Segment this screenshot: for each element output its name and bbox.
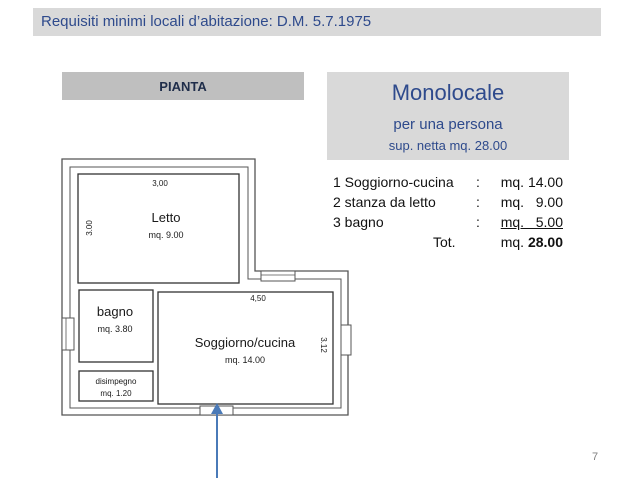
area-row-colon: : (476, 194, 480, 210)
window-right (341, 325, 351, 355)
summary-surface: sup. netta mq. 28.00 (388, 138, 508, 153)
soggiorno-width-dim: 4,50 (250, 294, 266, 303)
page-number: 7 (592, 451, 599, 463)
bagno-name: bagno (96, 304, 134, 319)
area-row-value: mq. 14.00 (500, 174, 563, 190)
area-row-colon: : (476, 214, 480, 230)
soggiorno-height-dim: 3.12 (319, 337, 328, 353)
total-label: Tot. (433, 234, 456, 250)
letto-height-dim: 3.00 (85, 220, 94, 236)
window-bagno (62, 318, 74, 350)
total-value: 28.00 (527, 234, 563, 250)
total-value-wrap (488, 232, 563, 252)
area-row-value: mq. 5.00 (500, 214, 563, 230)
soggiorno-area: mq. 14.00 (224, 355, 266, 365)
slide-title: Requisiti minimi locali d’abitazione: D.M. 5.7.1975 (41, 13, 372, 30)
area-row-value: mq. 9.00 (500, 194, 563, 210)
total-prefix: mq. (500, 234, 528, 250)
area-row-name: 3 bagno (333, 214, 384, 230)
disimpegno-name: disimpegno (95, 377, 137, 386)
soggiorno-name: Soggiorno/cucina (194, 335, 296, 350)
area-row-name: 1 Soggiorno-cucina (333, 174, 454, 190)
letto-name: Letto (151, 210, 181, 225)
area-row-colon: : (476, 174, 480, 190)
disimpegno-area: mq. 1.20 (100, 389, 132, 398)
plan-label: PIANTA (159, 79, 207, 94)
room-letto (78, 174, 239, 283)
bagno-area: mq. 3.80 (97, 324, 133, 334)
letto-area: mq. 9.00 (148, 230, 184, 240)
window-step (261, 271, 295, 281)
summary-subtitle: per una persona (393, 116, 503, 133)
area-row-name: 2 stanza da letto (333, 194, 436, 210)
letto-width-dim: 3,00 (152, 179, 168, 188)
summary-title: Monolocale (391, 80, 505, 105)
